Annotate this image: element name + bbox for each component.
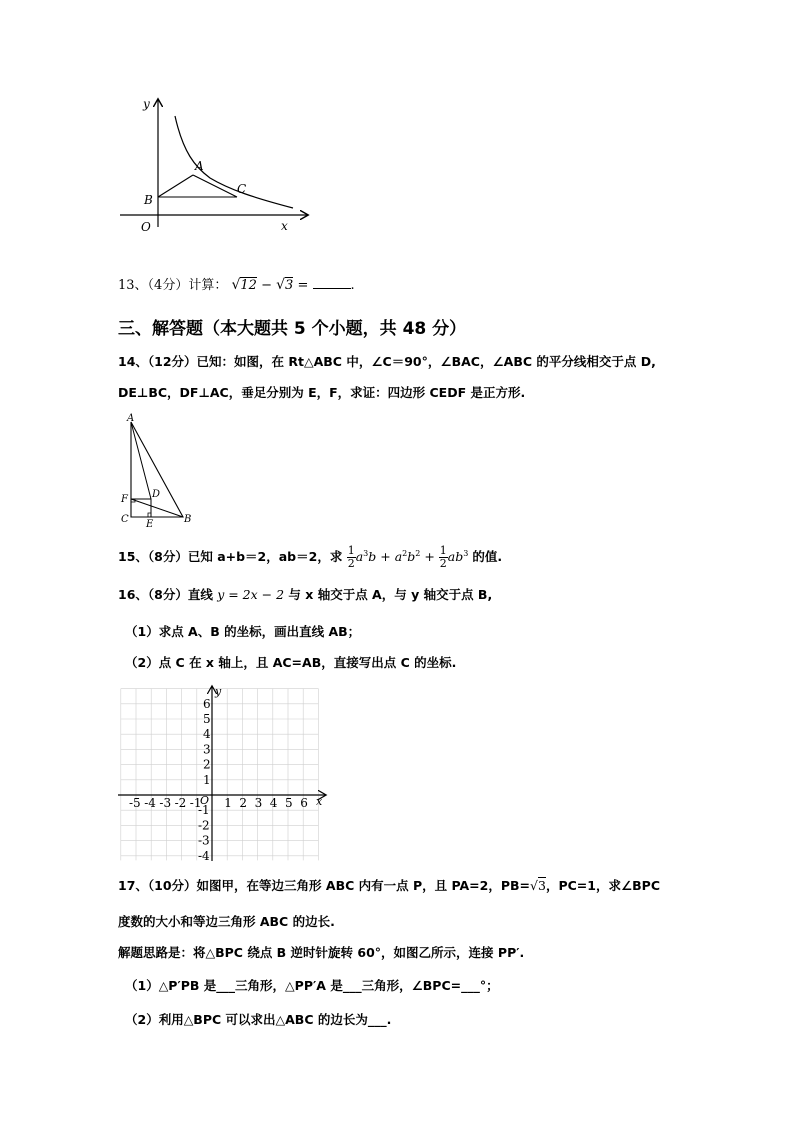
question-17-line1: [118, 877, 660, 895]
q15-expression: $\frac{1}{2}$ $a^3b + a^2b^2$ + $\frac{1}{2}$ $ab^3$: [347, 544, 469, 571]
label-a: A: [195, 159, 204, 173]
x-tick-label: 5: [285, 796, 293, 810]
x-tick-label: -3: [159, 796, 172, 810]
x-tick-label: 4: [269, 796, 278, 810]
q17-line1a: 17、（10分）如图甲，在等边三角形 ABC 内有一点 P，且 PA=2，PB=: [118, 878, 531, 893]
y-tick-label: -2: [198, 818, 210, 833]
label-b: B: [144, 193, 153, 207]
y-tick-label: -1: [198, 803, 210, 818]
x-tick-label: -2: [174, 796, 187, 810]
label-y: y: [143, 97, 150, 111]
triangle-abc: [131, 422, 183, 517]
q16-part1: （1）求点 A、B 的坐标，画出直线 AB；: [125, 624, 361, 639]
q14-line1: 14、（12分）已知：如图，在 Rt△ABC 中，∠C＝90°，∠BAC，∠ABC 的平分线相交于点 D,: [118, 354, 656, 369]
segment-ba: [158, 175, 193, 197]
q13-lead: 计算：: [188, 278, 228, 293]
sqrt-12: √12: [231, 277, 257, 293]
label-o: O: [141, 220, 151, 234]
x-tick-label: -5: [129, 796, 141, 810]
y-tick-label: -3: [198, 833, 210, 848]
sqrt-3: √3: [276, 277, 294, 293]
q17-line5: （2）利用△BPC 可以求出△ABC 的边长为___.: [125, 1012, 392, 1027]
grid-y-label: y: [215, 685, 222, 698]
label-b: B: [184, 514, 192, 525]
hyperbola-curve: [175, 116, 293, 208]
segment-ac: [193, 175, 237, 197]
label-c: C: [237, 182, 247, 196]
y-tick-label: 1: [203, 772, 211, 787]
q15-tail: 的值.: [472, 549, 503, 565]
x-tick-label: 2: [239, 796, 248, 810]
x-tick-label: -4: [144, 796, 156, 810]
y-tick-label: 6: [203, 696, 211, 711]
question-13: 13、（4分）计算： √12 − √3 = .: [118, 277, 355, 293]
label-x: x: [281, 219, 288, 233]
q14-line2: DE⊥BC，DF⊥AC，垂足分别为 E，F，求证：四边形 CEDF 是正方形.: [118, 385, 526, 400]
grid-origin-label: O: [200, 794, 210, 807]
q16-equation: y = 2x − 2: [217, 587, 285, 602]
y-tick-label: 3: [203, 742, 211, 757]
grid-x-label: x: [316, 795, 323, 808]
grid-lines: [121, 689, 319, 861]
y-tick-label: 2: [203, 757, 211, 772]
y-tick-label: 4: [203, 727, 211, 742]
q13-answer-blank[interactable]: [313, 288, 351, 289]
q17-line4: （1）△P′PB 是___三角形，△PP′A 是___三角形，∠BPC=___°；: [125, 978, 499, 993]
bisector-a: [131, 422, 151, 499]
q16-lead: 16、（8分）直线: [118, 587, 213, 602]
section-3-title: 三、解答题（本大题共 5 个小题，共 48 分）: [118, 319, 467, 339]
q17-line2: 度数的大小和等边三角形 ABC 的边长.: [118, 914, 335, 929]
x-tick-label: 6: [300, 796, 308, 810]
q15-lead: 15、（8分）已知 a+b＝2，ab＝2，求: [118, 549, 343, 565]
label-a: A: [127, 413, 135, 424]
q13-number: 13、: [118, 278, 148, 293]
sqrt-3-pb: √3: [530, 878, 546, 893]
x-tick-label: 3: [254, 796, 263, 810]
q17-line3: 解题思路是：将△BPC 绕点 B 逆时针旋转 60°，如图乙所示，连接 PP′.: [118, 945, 525, 960]
x-tick-label: 1: [224, 796, 232, 810]
q16-tail: 与 x 轴交于点 A，与 y 轴交于点 B,: [288, 587, 493, 602]
y-tick-label: -4: [198, 848, 210, 863]
q16-part2: （2）点 C 在 x 轴上，且 AC=AB，直接写出点 C 的坐标.: [125, 655, 457, 670]
coordinate-grid: [115, 683, 330, 865]
label-d: D: [152, 489, 161, 500]
right-triangle-figure: [115, 410, 200, 530]
hyperbola-figure: [115, 92, 315, 242]
label-e: E: [146, 519, 154, 530]
label-f: F: [121, 494, 128, 505]
question-15: [118, 542, 502, 570]
y-tick-label: 5: [203, 712, 211, 726]
q17-line1b: ，PC=1，求∠BPC: [545, 878, 661, 893]
q13-score: （4分）: [147, 278, 189, 293]
question-16: [118, 586, 492, 604]
x-tick-label: -1: [189, 796, 202, 810]
label-c: C: [121, 514, 129, 525]
